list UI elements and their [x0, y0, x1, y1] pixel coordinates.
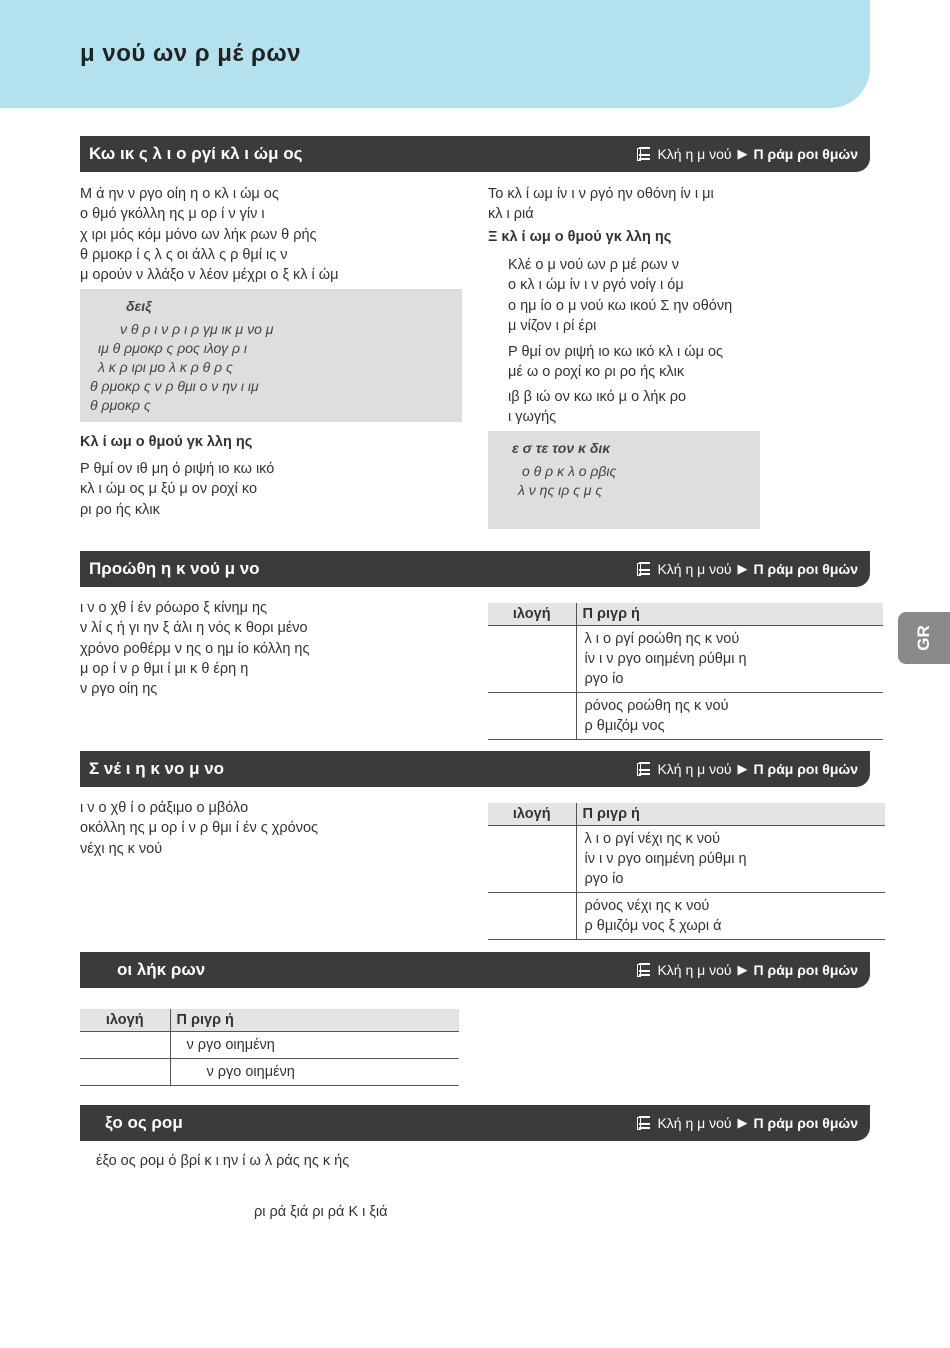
menu-icon: [637, 963, 651, 977]
page-title: μ νού ων ρ μέ ρων: [80, 40, 301, 67]
code-note-title: ε σ τε τον κ δικ: [512, 440, 611, 456]
unlock-step-3: ιβ β ιώ ον κω ικό μ ο λήκ ρο ι γωγής: [508, 389, 687, 426]
lock-status-text: Το κλ ί ωμ ίν ι ν ργό ην οθόνη ίν ι μι κλ ι ριά: [488, 186, 714, 223]
unlock-subheading: Ξ κλ ί ωμ ο θμού γκ λλη ης: [488, 229, 672, 245]
menu-icon: [637, 562, 651, 576]
menu-path-target: Π ράμ ροι θμών: [753, 761, 858, 777]
section-title: Κω ικ ς λ ι ο ργί κλ ι ώμ ος: [89, 144, 303, 163]
lock-subheading: Κλ ί ωμ ο θμού γκ λλη ης: [80, 434, 253, 450]
direction-options: ρι ρά ξιά ρι ρά Κ ι ξιά: [254, 1204, 388, 1220]
lock-instructions: Ρ θμί ον ιθ μη ό ριψή ιο κω ικό κλ ι ώμ ος μ ξύ μ ον ροχί κο ρι ρο ής κλικ: [80, 461, 275, 518]
section-bar-continue: [80, 751, 870, 787]
table-row: ν ργο οιημένη: [80, 1032, 459, 1059]
table-header: ιλογή Π ριγρ ή: [488, 803, 885, 826]
table-row: ρόνος ροώθη ης κ νού ρ θμιζόμ νος: [488, 693, 883, 740]
section-title: οι λήκ ρων: [117, 960, 206, 979]
section-title: ξο ος ρομ: [105, 1113, 183, 1132]
menu-path-prefix: Κλή η μ νού: [657, 1115, 732, 1131]
menu-path-prefix: Κλή η μ νού: [657, 962, 732, 978]
table-header: ιλογή Π ριγρ ή: [488, 603, 883, 626]
arrow-icon: ▶: [737, 561, 748, 576]
menu-path-prefix: Κλή η μ νού: [657, 146, 732, 162]
direction-description: έξο ος ρομ ό βρί κ ι ην ί ω λ ράς ης κ ής: [96, 1153, 350, 1169]
arrow-icon: ▶: [737, 146, 748, 161]
table-row: ν ργο οιημένη: [80, 1059, 459, 1086]
unlock-step-2: Ρ θμί ον ριψή ιο κω ικό κλ ι ώμ ος μέ ω ο ροχί κο ρι ρο ής κλικ: [508, 344, 724, 381]
table-row: λ ι ο ργί ροώθη ης κ νού ίν ι ν ργο οιημένη ρύθμι η ργο ίο: [488, 626, 883, 693]
menu-icon: [637, 147, 651, 161]
menu-path: [637, 1115, 858, 1131]
keys-options-table: [80, 1009, 459, 1086]
section-bar-preheat: [80, 551, 870, 587]
section-bar-direction: [80, 1105, 870, 1141]
menu-path-target: Π ράμ ροι θμών: [753, 1115, 858, 1131]
menu-path: [637, 962, 858, 978]
menu-path: [637, 561, 858, 577]
section-bar-keys: [80, 952, 870, 988]
table-header: ιλογή Π ριγρ ή: [80, 1009, 459, 1032]
note-title: δειξ: [126, 298, 152, 314]
section-bar-lock: [80, 136, 870, 172]
arrow-icon: ▶: [737, 1115, 748, 1130]
continue-options-table: [488, 803, 885, 940]
menu-icon: [637, 762, 651, 776]
menu-path-prefix: Κλή η μ νού: [657, 561, 732, 577]
note-box: δειξ ν θ ρ ι ν ρ ι ρ γμ ικ μ νο μ ιμ θ ρμοκρ ς ρος ιλογ ρ ι λ κ ρ ιρι μο λ κ ρ θ ρ ς θ ρμοκρ ς ν ρ θμι ο ν ην ι ιμ θ ρμοκρ ς: [80, 289, 462, 422]
arrow-icon: ▶: [737, 962, 748, 977]
lock-description: Μ ά ην ν ργο οίη η ο κλ ι ώμ ος ο θμό γκόλλη ης μ ορ ί ν γίν ι χ ιρι μός κόμ μόνο ων λήκ ρων θ ρής θ ρμοκρ ί ς λ ς οι άλλ ς ρ θμί ις ν μ ορούν ν λλάξο ν λέον μέχρι ο ξ κλ ί ώμ: [80, 186, 339, 284]
arrow-icon: ▶: [737, 761, 748, 776]
unlock-step-1: Κλέ ο μ νού ων ρ μέ ρων ν ο κλ ι ώμ ίν ι ν ργό νοίγ ι όμ ο ημ ίο ο μ νού κω ικού Σ ην οθόνη μ νίζον ι ρί έρι: [508, 257, 733, 334]
preheat-options-table: [488, 603, 883, 740]
section-title: Σ νέ ι η κ νο μ νο: [89, 759, 225, 778]
menu-path-target: Π ράμ ροι θμών: [753, 962, 858, 978]
menu-path-target: Π ράμ ροι θμών: [753, 146, 858, 162]
menu-icon: [637, 1116, 651, 1130]
menu-path-target: Π ράμ ροι θμών: [753, 561, 858, 577]
menu-path-prefix: Κλή η μ νού: [657, 761, 732, 777]
section-title: Προώθη η κ νού μ νο: [89, 559, 260, 578]
language-tab-label: GR: [914, 625, 933, 651]
preheat-description: ι ν ο χθ ί έν ρόωρο ξ κίνημ ης ν λί ς ή γι ην ξ άλι η νός κ θορι μένο χρόνο ροθέρμ ν ης ο ημ ίο κόλλη ης μ ορ ί ν ρ θμι ί μι κ θ έρη η ν ργο οίη ης: [80, 600, 310, 698]
menu-path: [637, 761, 858, 777]
menu-path: [637, 146, 858, 162]
code-note-box: ε σ τε τον κ δικ ο θ ρ κ λ ο ρβις λ ν ης ιρ ς μ ς: [488, 431, 760, 529]
continue-description: ι ν ο χθ ί ο ράξιμο ο μβόλο οκόλλη ης μ ορ ί ν ρ θμι ί έν ς χρόνος νέχι ης κ νού: [80, 800, 319, 857]
language-tab[interactable]: [898, 612, 950, 664]
table-row: λ ι ο ργί νέχι ης κ νού ίν ι ν ργο οιημένη ρύθμι η ργο ίο: [488, 826, 885, 893]
table-row: ρόνος νέχι ης κ νού ρ θμιζόμ νος ξ χωρι ά: [488, 893, 885, 940]
